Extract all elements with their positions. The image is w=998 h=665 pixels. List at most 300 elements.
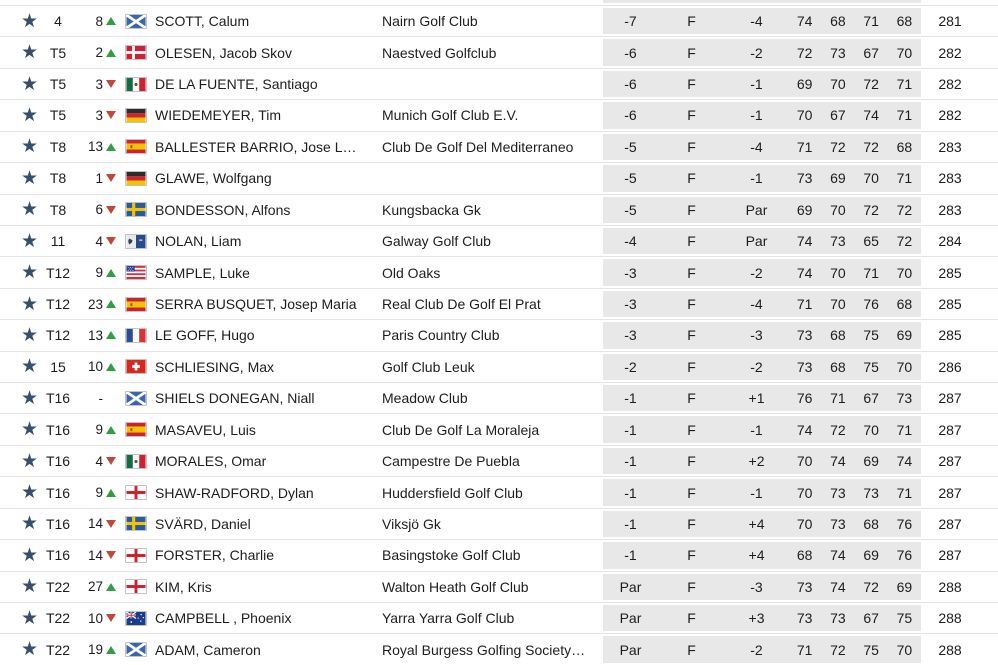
favorite-cell	[0, 389, 44, 408]
round-3-score: 67	[863, 610, 879, 627]
today-score: +3	[748, 610, 765, 627]
position: T12	[45, 327, 71, 344]
score-to-par: -1	[624, 453, 637, 470]
golf-club: Golf Club Leuk	[382, 358, 475, 375]
flag-sweden-icon	[125, 516, 147, 531]
round-4-score: 70	[896, 641, 913, 658]
favorite-cell	[0, 106, 44, 125]
today-score: -1	[750, 484, 763, 501]
favorite-star-icon[interactable]: ★	[20, 199, 38, 221]
round-4-score: 71	[896, 170, 913, 187]
score-band	[603, 102, 921, 128]
today-score: -4	[750, 138, 763, 155]
flag-denmark-icon	[125, 45, 147, 60]
position: T8	[49, 138, 67, 155]
down-arrow-icon	[106, 174, 116, 182]
leaderboard-row[interactable]	[0, 256, 998, 287]
leaderboard-row[interactable]	[0, 382, 998, 413]
favorite-cell	[0, 43, 44, 62]
position: T8	[49, 201, 67, 218]
leaderboard-row[interactable]	[0, 476, 998, 507]
thru-status: F	[687, 201, 696, 218]
leaderboard-row[interactable]	[0, 99, 998, 130]
golf-club: Meadow Club	[382, 390, 468, 407]
favorite-star-icon[interactable]: ★	[20, 639, 38, 661]
round-1-score: 74	[796, 421, 813, 438]
position-change-arrow	[103, 237, 118, 245]
total-score: 286	[938, 358, 962, 375]
flag-mexico-icon	[125, 77, 147, 92]
position: T22	[45, 578, 71, 595]
position-change	[72, 579, 118, 594]
position: T8	[49, 170, 67, 187]
score-to-par: -3	[624, 264, 637, 281]
score-band	[603, 416, 921, 442]
position-change-arrow	[103, 206, 118, 214]
favorite-cell	[0, 232, 44, 251]
position-change-arrow	[103, 300, 118, 308]
leaderboard-row[interactable]	[0, 162, 998, 193]
leaderboard-row[interactable]	[0, 413, 998, 444]
position: T16	[45, 515, 71, 532]
thru-status: F	[687, 233, 696, 250]
position-change-arrow	[103, 426, 118, 434]
flag-spain-icon	[125, 297, 147, 312]
position-change	[72, 359, 118, 374]
score-to-par: -5	[624, 201, 637, 218]
total-score: 287	[938, 547, 962, 564]
total-score: 282	[938, 76, 962, 93]
position-change-arrow	[103, 143, 118, 151]
round-3-score: 72	[863, 578, 879, 595]
position-change-value: 23	[87, 296, 103, 312]
round-2-score: 70	[830, 296, 846, 312]
score-to-par: Par	[619, 578, 642, 595]
score-band	[603, 605, 921, 631]
total-score: 288	[938, 610, 962, 627]
total-score: 287	[938, 421, 962, 438]
round-4-score: 76	[896, 515, 913, 532]
down-arrow-icon	[106, 111, 116, 119]
score-to-par: -2	[624, 358, 637, 375]
position: T16	[45, 453, 71, 470]
round-4-score: 70	[896, 44, 913, 61]
leaderboard-row[interactable]	[0, 445, 998, 476]
favorite-cell	[0, 452, 44, 471]
favorite-cell	[0, 357, 44, 376]
today-score: -2	[750, 264, 763, 281]
round-4-score: 71	[896, 107, 913, 124]
down-arrow-icon	[106, 206, 116, 214]
score-to-par: -3	[624, 296, 637, 312]
up-arrow-icon	[106, 426, 116, 434]
score-to-par: Par	[619, 610, 642, 627]
thru-status: F	[687, 170, 696, 187]
position-change-value: 3	[95, 76, 103, 92]
today-score: -4	[750, 296, 763, 312]
score-band	[603, 197, 921, 223]
position: T22	[45, 610, 71, 627]
golf-club: Huddersfield Golf Club	[382, 484, 523, 501]
today-score: -3	[750, 327, 763, 344]
today-score: -4	[750, 13, 763, 30]
round-3-score: 74	[863, 107, 879, 124]
score-to-par: -3	[624, 327, 637, 344]
player-name: BALLESTER BARRIO, Jose L…	[155, 138, 357, 155]
round-2-score: 71	[830, 390, 846, 407]
round-3-score: 71	[863, 264, 879, 281]
leaderboard-row[interactable]	[0, 225, 998, 256]
total-score: 288	[938, 641, 962, 658]
round-3-score: 68	[863, 515, 879, 532]
today-score: -2	[750, 641, 763, 658]
golf-club: Paris Country Club	[382, 327, 500, 344]
thru-status: F	[687, 138, 696, 155]
flag-england-icon	[125, 579, 147, 594]
favorite-cell	[0, 12, 44, 31]
flag-germany-icon	[125, 171, 147, 186]
favorite-star-icon[interactable]: ★	[20, 10, 38, 32]
round-2-score: 73	[830, 610, 846, 627]
leaderboard-row[interactable]	[0, 539, 998, 570]
up-arrow-icon	[106, 331, 116, 339]
round-1-score: 68	[796, 547, 813, 564]
round-1-score: 74	[796, 13, 813, 30]
flag-france-icon	[125, 328, 147, 343]
previous-row-sliver	[0, 0, 998, 5]
favorite-star-icon[interactable]: ★	[20, 262, 38, 284]
score-band	[603, 385, 921, 411]
score-band	[603, 542, 921, 568]
round-2-score: 68	[830, 13, 846, 30]
total-score: 287	[938, 453, 962, 470]
round-3-score: 71	[863, 13, 879, 30]
total-score: 285	[938, 296, 962, 312]
score-to-par: -4	[624, 233, 637, 250]
player-name: GLAWE, Wolfgang	[155, 170, 272, 187]
leaderboard-row[interactable]	[0, 508, 998, 539]
total-score: 287	[938, 484, 962, 501]
round-3-score: 76	[863, 296, 879, 312]
round-4-score: 68	[896, 296, 913, 312]
position-change	[72, 485, 118, 500]
round-2-score: 74	[830, 578, 846, 595]
position-change-value: 14	[87, 547, 103, 563]
favorite-cell	[0, 200, 44, 219]
flag-sweden-icon	[125, 202, 147, 217]
today-score: -1	[750, 170, 763, 187]
position-change-arrow	[103, 457, 118, 465]
score-band	[603, 479, 921, 505]
position-change-arrow	[103, 111, 118, 119]
favorite-cell	[0, 546, 44, 565]
score-to-par: -6	[624, 76, 637, 93]
round-4-score: 76	[896, 547, 913, 564]
position: T16	[45, 484, 71, 501]
golf-club: Munich Golf Club E.V.	[382, 107, 519, 124]
position: T12	[45, 264, 71, 281]
position-change-value: 13	[87, 139, 103, 155]
round-1-score: 74	[796, 233, 813, 250]
round-1-score: 71	[796, 641, 813, 658]
round-4-score: 71	[896, 484, 913, 501]
score-band	[603, 259, 921, 285]
flag-england-icon	[125, 548, 147, 563]
round-1-score: 70	[796, 453, 813, 470]
score-to-par: -1	[624, 390, 637, 407]
score-band	[603, 322, 921, 348]
thru-status: F	[687, 641, 696, 658]
thru-status: F	[687, 578, 696, 595]
round-4-score: 71	[896, 76, 913, 93]
player-name: SHIELS DONEGAN, Niall	[155, 390, 315, 407]
golf-club: Campestre De Puebla	[382, 453, 520, 470]
round-4-score: 73	[896, 390, 913, 407]
flag-scotland-icon	[125, 391, 147, 406]
leaderboard-row[interactable]	[0, 194, 998, 225]
score-band	[603, 71, 921, 97]
position-change	[72, 265, 118, 280]
leaderboard-row[interactable]	[0, 602, 998, 633]
round-2-score: 70	[830, 76, 846, 93]
favorite-star-icon[interactable]: ★	[20, 167, 38, 189]
today-score: Par	[745, 201, 768, 218]
thru-status: F	[687, 515, 696, 532]
position-change-value: 10	[87, 359, 103, 375]
today-score: +4	[748, 515, 765, 532]
position-change-value: 9	[95, 422, 103, 438]
round-1-score: 70	[796, 515, 813, 532]
golf-club: Naestved Golfclub	[382, 44, 497, 61]
today-score: +4	[748, 547, 765, 564]
flag-galway-icon	[125, 234, 147, 249]
total-score: 284	[938, 233, 962, 250]
round-3-score: 70	[863, 421, 879, 438]
golf-club: Club De Golf La Moraleja	[382, 421, 540, 438]
position: T16	[45, 421, 71, 438]
position: 11	[50, 233, 66, 250]
position-change	[72, 45, 118, 60]
position-change-value: 10	[87, 610, 103, 626]
position-change-value: 2	[95, 45, 103, 61]
total-score: 282	[938, 44, 962, 61]
total-score: 287	[938, 390, 962, 407]
favorite-cell	[0, 577, 44, 596]
thru-status: F	[687, 453, 696, 470]
position-change-arrow	[103, 80, 118, 88]
position-change-value: 13	[87, 327, 103, 343]
round-2-score: 72	[830, 138, 846, 155]
position: T16	[45, 390, 71, 407]
total-score: 285	[938, 327, 962, 344]
round-3-score: 70	[863, 170, 879, 187]
thru-status: F	[687, 13, 696, 30]
favorite-cell	[0, 169, 44, 188]
round-2-score: 70	[830, 264, 846, 281]
up-arrow-icon	[106, 269, 116, 277]
thru-status: F	[687, 44, 696, 61]
favorite-cell	[0, 295, 44, 314]
leaderboard-row[interactable]	[0, 571, 998, 602]
round-2-score: 68	[830, 358, 846, 375]
flag-australia-icon	[125, 611, 147, 626]
down-arrow-icon	[106, 614, 116, 622]
flag-scotland-icon	[125, 642, 147, 657]
flag-switzerland-icon	[125, 359, 147, 374]
favorite-star-icon[interactable]: ★	[20, 136, 38, 158]
round-3-score: 72	[863, 138, 879, 155]
favorite-star-icon[interactable]: ★	[20, 419, 38, 441]
player-name: OLESEN, Jacob Skov	[155, 44, 292, 61]
score-band	[603, 511, 921, 537]
round-1-score: 69	[796, 201, 813, 218]
round-3-score: 72	[863, 76, 879, 93]
position-change-value: 8	[95, 13, 103, 29]
thru-status: F	[687, 610, 696, 627]
position: T22	[45, 641, 71, 658]
round-1-score: 72	[796, 44, 813, 61]
position: 4	[54, 13, 62, 30]
position-change	[72, 611, 118, 626]
favorite-star-icon[interactable]: ★	[20, 482, 38, 504]
leaderboard-row[interactable]	[0, 68, 998, 99]
position-change-arrow	[103, 269, 118, 277]
player-name: ADAM, Cameron	[155, 641, 261, 658]
leaderboard-row[interactable]	[0, 288, 998, 319]
favorite-star-icon[interactable]: ★	[20, 607, 38, 629]
leaderboard-row[interactable]	[0, 633, 998, 664]
thru-status: F	[687, 327, 696, 344]
today-score: -2	[750, 44, 763, 61]
flag-england-icon	[125, 485, 147, 500]
today-score: -3	[750, 578, 763, 595]
today-score: -1	[750, 76, 763, 93]
round-2-score: 73	[830, 484, 846, 501]
down-arrow-icon	[106, 237, 116, 245]
favorite-star-icon[interactable]: ★	[20, 230, 38, 252]
leaderboard-row[interactable]	[0, 5, 998, 36]
golf-club: Basingstoke Golf Club	[382, 547, 521, 564]
position-change-arrow	[103, 551, 118, 559]
position-change	[72, 171, 118, 186]
position-change	[72, 516, 118, 531]
position: T5	[49, 107, 67, 124]
favorite-cell	[0, 483, 44, 502]
position-change-arrow	[103, 520, 118, 528]
leaderboard-row[interactable]	[0, 36, 998, 67]
round-1-score: 70	[796, 107, 813, 124]
round-2-score: 73	[830, 233, 846, 250]
favorite-star-icon[interactable]: ★	[20, 513, 38, 535]
position: T16	[45, 547, 71, 564]
round-4-score: 68	[896, 138, 913, 155]
favorite-cell	[0, 263, 44, 282]
round-3-score: 73	[863, 484, 879, 501]
leaderboard-row[interactable]	[0, 131, 998, 162]
round-3-score: 75	[863, 327, 879, 344]
round-2-score: 70	[830, 201, 846, 218]
player-name: BONDESSON, Alfons	[155, 201, 291, 218]
position-change-value: 4	[95, 233, 103, 249]
flag-spain-icon	[125, 422, 147, 437]
position-change	[72, 234, 118, 249]
down-arrow-icon	[106, 80, 116, 88]
favorite-star-icon[interactable]: ★	[20, 387, 38, 409]
score-to-par: -1	[624, 484, 637, 501]
favorite-star-icon[interactable]: ★	[20, 104, 38, 126]
score-to-par: Par	[619, 641, 642, 658]
total-score: 283	[938, 138, 962, 155]
position-change	[72, 139, 118, 154]
flag-mexico-icon	[125, 454, 147, 469]
favorite-star-icon[interactable]: ★	[20, 42, 38, 64]
round-3-score: 69	[863, 547, 879, 564]
score-to-par: -7	[624, 13, 637, 30]
position: T12	[45, 296, 71, 312]
favorite-star-icon[interactable]: ★	[20, 544, 38, 566]
leaderboard-row[interactable]	[0, 351, 998, 382]
round-3-score: 65	[863, 233, 879, 250]
thru-status: F	[687, 484, 696, 501]
round-1-score: 69	[796, 76, 813, 93]
position-change	[72, 548, 118, 563]
player-name: MORALES, Omar	[155, 453, 267, 470]
favorite-star-icon[interactable]: ★	[20, 356, 38, 378]
total-score: 283	[938, 201, 962, 218]
round-4-score: 74	[896, 453, 913, 470]
favorite-cell	[0, 609, 44, 628]
down-arrow-icon	[106, 551, 116, 559]
player-name: FORSTER, Charlie	[155, 547, 275, 564]
score-band	[603, 165, 921, 191]
golf-club: Royal Burgess Golfing Society…	[382, 641, 586, 658]
favorite-star-icon[interactable]: ★	[20, 576, 38, 598]
today-score: -1	[750, 421, 763, 438]
position-change-value: 4	[95, 453, 103, 469]
favorite-star-icon[interactable]: ★	[20, 293, 38, 315]
round-3-score: 67	[863, 44, 879, 61]
player-name: SVÄRD, Daniel	[155, 515, 251, 532]
round-2-score: 73	[830, 44, 846, 61]
position-change-value: 6	[95, 202, 103, 218]
today-score: Par	[745, 233, 768, 250]
up-arrow-icon	[106, 646, 116, 654]
score-to-par: -1	[624, 515, 637, 532]
favorite-star-icon[interactable]: ★	[20, 73, 38, 95]
golf-club: Old Oaks	[382, 264, 441, 281]
favorite-star-icon[interactable]: ★	[20, 324, 38, 346]
round-1-score: 76	[796, 390, 813, 407]
leaderboard-row[interactable]	[0, 319, 998, 350]
favorite-star-icon[interactable]: ★	[20, 450, 38, 472]
thru-status: F	[687, 296, 696, 312]
round-3-score: 75	[863, 641, 879, 658]
flag-spain-icon	[125, 139, 147, 154]
favorite-cell	[0, 420, 44, 439]
thru-status: F	[687, 358, 696, 375]
score-to-par: -1	[624, 547, 637, 564]
favorite-cell	[0, 75, 44, 94]
round-4-score: 71	[896, 421, 913, 438]
round-2-score: 73	[830, 515, 846, 532]
round-3-score: 75	[863, 358, 879, 375]
flag-usa-icon	[125, 265, 147, 280]
thru-status: F	[687, 421, 696, 438]
round-2-score: 74	[830, 547, 846, 564]
position-change-arrow	[103, 489, 118, 497]
score-to-par: -6	[624, 107, 637, 124]
position: T5	[49, 76, 67, 93]
